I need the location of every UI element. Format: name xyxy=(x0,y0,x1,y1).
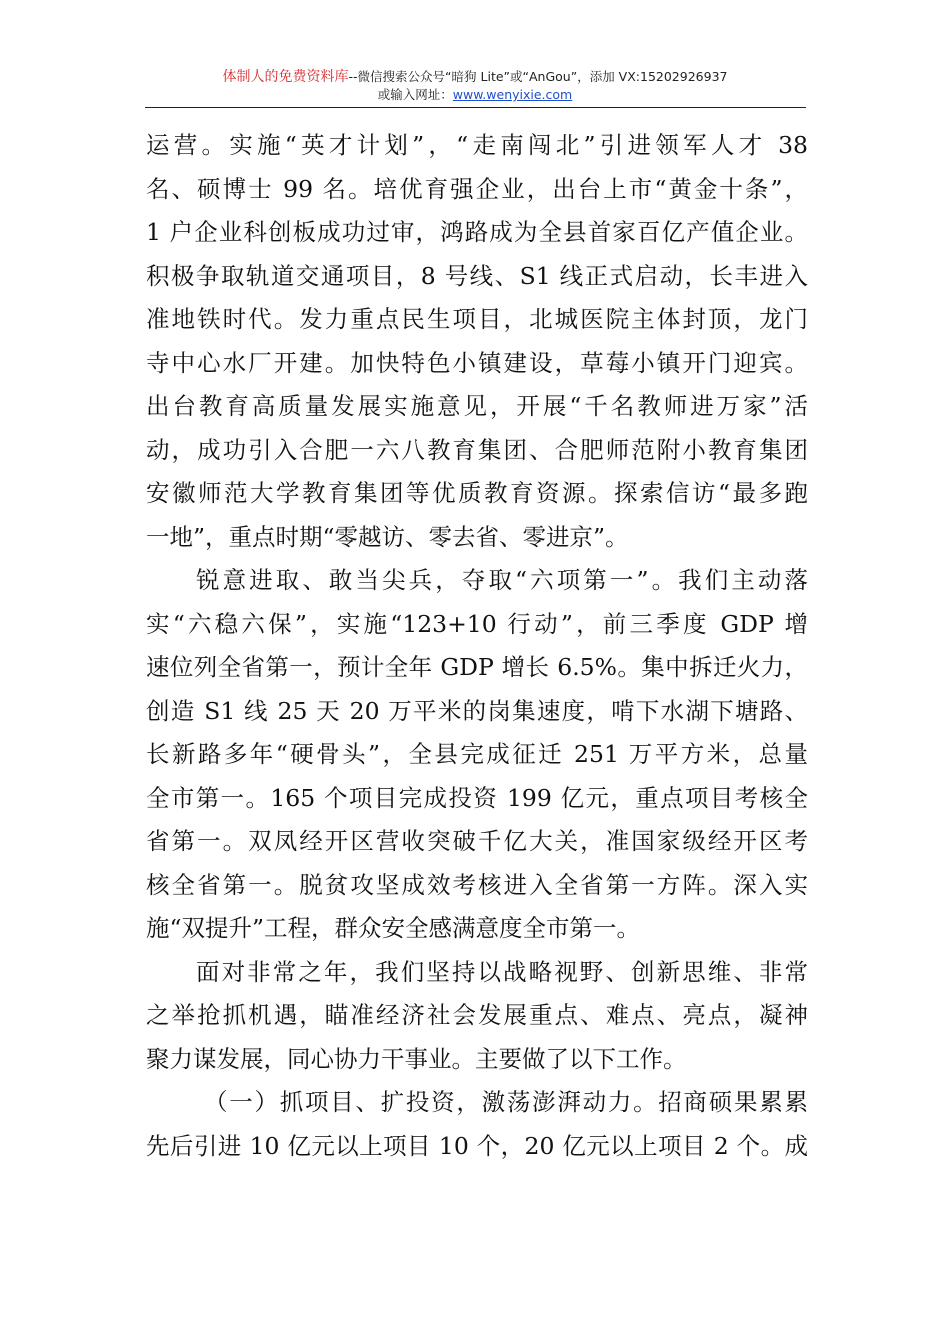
body-line: 全市第一。165 个项目完成投资 199 亿元，重点项目考核全 xyxy=(146,783,808,812)
body-line: 准地铁时代。发力重点民生项目，北城医院主体封顶，龙门 xyxy=(146,305,808,333)
body-line: 长新路多年“硬骨头”，全县完成征迁 251 万平方米，总量 xyxy=(146,740,808,768)
header-site-link[interactable]: www.wenyixie.com xyxy=(452,87,573,102)
body-line: 运营。实施“英才计划”，“走南闯北”引进领军人才 38 xyxy=(146,131,808,159)
body-line: 省第一。双凤经开区营收突破千亿大关，准国家级经开区考 xyxy=(146,827,808,855)
body-line: 寺中心水厂开建。加快特色小镇建设，草莓小镇开门迎宾。 xyxy=(146,348,808,377)
header-divider xyxy=(145,107,806,108)
header-line-2 xyxy=(145,86,805,104)
body-line: 创造 S1 线 25 天 20 万平米的岗集速度，啃下水湖下塘路、 xyxy=(146,696,808,725)
header-brand: 体制人的免费资料库 xyxy=(222,69,349,85)
body-line: 速位列全省第一，预计全年 GDP 增长 6.5%。集中拆迁火力， xyxy=(146,653,808,681)
body-line: 安徽师范大学教育集团等优质教育资源。探索信访“最多跑 xyxy=(146,479,808,507)
body-line: 施“双提升”工程，群众安全感满意度全市第一。 xyxy=(146,914,641,942)
body-line: 面对非常之年，我们坚持以战略视野、创新思维、非常 xyxy=(196,957,808,986)
header-line-1 xyxy=(145,68,805,86)
body-line: 锐意进取、敢当尖兵，夺取“六项第一”。我们主动落 xyxy=(196,566,808,594)
body-line: 1 户企业科创板成功过审，鸿路成为全县首家百亿产值企业。 xyxy=(146,218,808,246)
body-line: 实“六稳六保”，实施“123+10 行动”，前三季度 GDP 增 xyxy=(146,609,808,638)
body-line: 一地”，重点时期“零越访、零去省、零进京”。 xyxy=(146,522,629,551)
body-line: 核全省第一。脱贫攻坚成效考核进入全省第一方阵。深入实 xyxy=(146,870,808,899)
body-line: 名、硕博士 99 名。培优育强企业，出台上市“黄金十条”， xyxy=(146,174,808,203)
header-site-prefix: 或输入网址： xyxy=(377,87,453,102)
body-line: 之举抢抓机遇，瞄准经济社会发展重点、难点、亮点，凝神 xyxy=(146,1001,808,1029)
header-wechat-text: --微信搜索公众号“暗狗 Lite”或“AnGou”，添加 VX:15202926937 xyxy=(348,69,728,84)
body-line: 聚力谋发展，同心协力干事业。主要做了以下工作。 xyxy=(146,1044,687,1073)
body-line: 动，成功引入合肥一六八教育集团、合肥师范附小教育集团 xyxy=(146,435,808,464)
body-line: 积极争取轨道交通项目，8 号线、S1 线正式启动，长丰进入 xyxy=(146,261,808,290)
document-body xyxy=(146,124,808,1168)
body-line: （一）抓项目、扩投资，激荡澎湃动力。招商硕果累累 xyxy=(204,1088,808,1116)
body-line: 出台教育高质量发展实施意见，开展“千名教师进万家”活 xyxy=(146,392,808,420)
page-header xyxy=(145,68,805,108)
body-line: 先后引进 10 亿元以上项目 10 个，20 亿元以上项目 2 个。成 xyxy=(146,1131,808,1160)
